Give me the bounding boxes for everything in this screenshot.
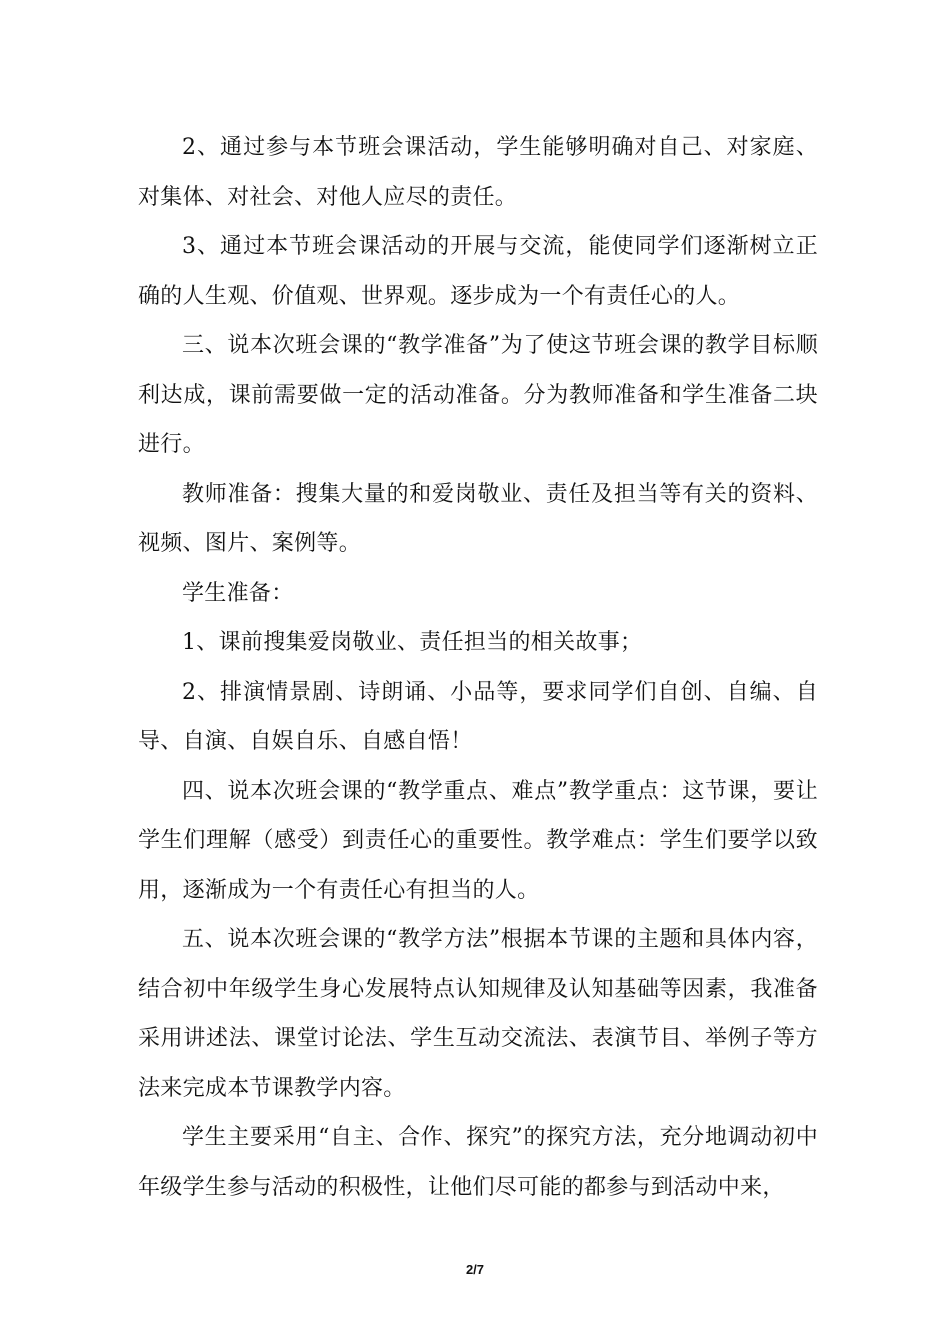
paragraph: 2、排演情景剧、诗朗诵、小品等，要求同学们自创、自编、自导、自演、自娱自乐、自感自悟！ xyxy=(138,679,818,754)
document-body xyxy=(138,123,818,1212)
paragraph: 学生主要采用“自主、合作、探究”的探究方法，充分地调动初中年级学生参与活动的积极性，让他们尽可能的都参与到活动中来， xyxy=(138,1125,818,1200)
page-number: 2/7 xyxy=(465,1262,485,1277)
paragraph: 三、说本次班会课的“教学准备”为了使这节班会课的教学目标顺利达成，课前需要做一定的活动准备。分为教师准备和学生准备二块进行。 xyxy=(138,333,818,457)
paragraph: 教师准备：搜集大量的和爱岗敬业、责任及担当等有关的资料、视频、图片、案例等。 xyxy=(138,481,818,556)
paragraph: 2、通过参与本节班会课活动，学生能够明确对自己、对家庭、对集体、对社会、对他人应尽的责任。 xyxy=(138,135,818,210)
paragraph: 1、课前搜集爱岗敬业、责任担当的相关故事； xyxy=(182,630,643,655)
paragraph: 四、说本次班会课的“教学重点、难点”教学重点：这节课，要让学生们理解（感受）到责任心的重要性。教学难点：学生们要学以致用，逐渐成为一个有责任心有担当的人。 xyxy=(138,778,818,903)
paragraph: 学生准备： xyxy=(182,580,294,606)
paragraph: 五、说本次班会课的“教学方法”根据本节课的主题和具体内容，结合初中年级学生身心发展特点认知规律及认知基础等因素，我准备采用讲述法、课堂讨论法、学生互动交流法、表演节目、举例子等方法来完成本节课教学内容。 xyxy=(138,927,818,1101)
paragraph: 3、通过本节班会课活动的开展与交流，能使同学们逐渐树立正确的人生观、价值观、世界观。逐步成为一个有责任心的人。 xyxy=(138,234,818,309)
